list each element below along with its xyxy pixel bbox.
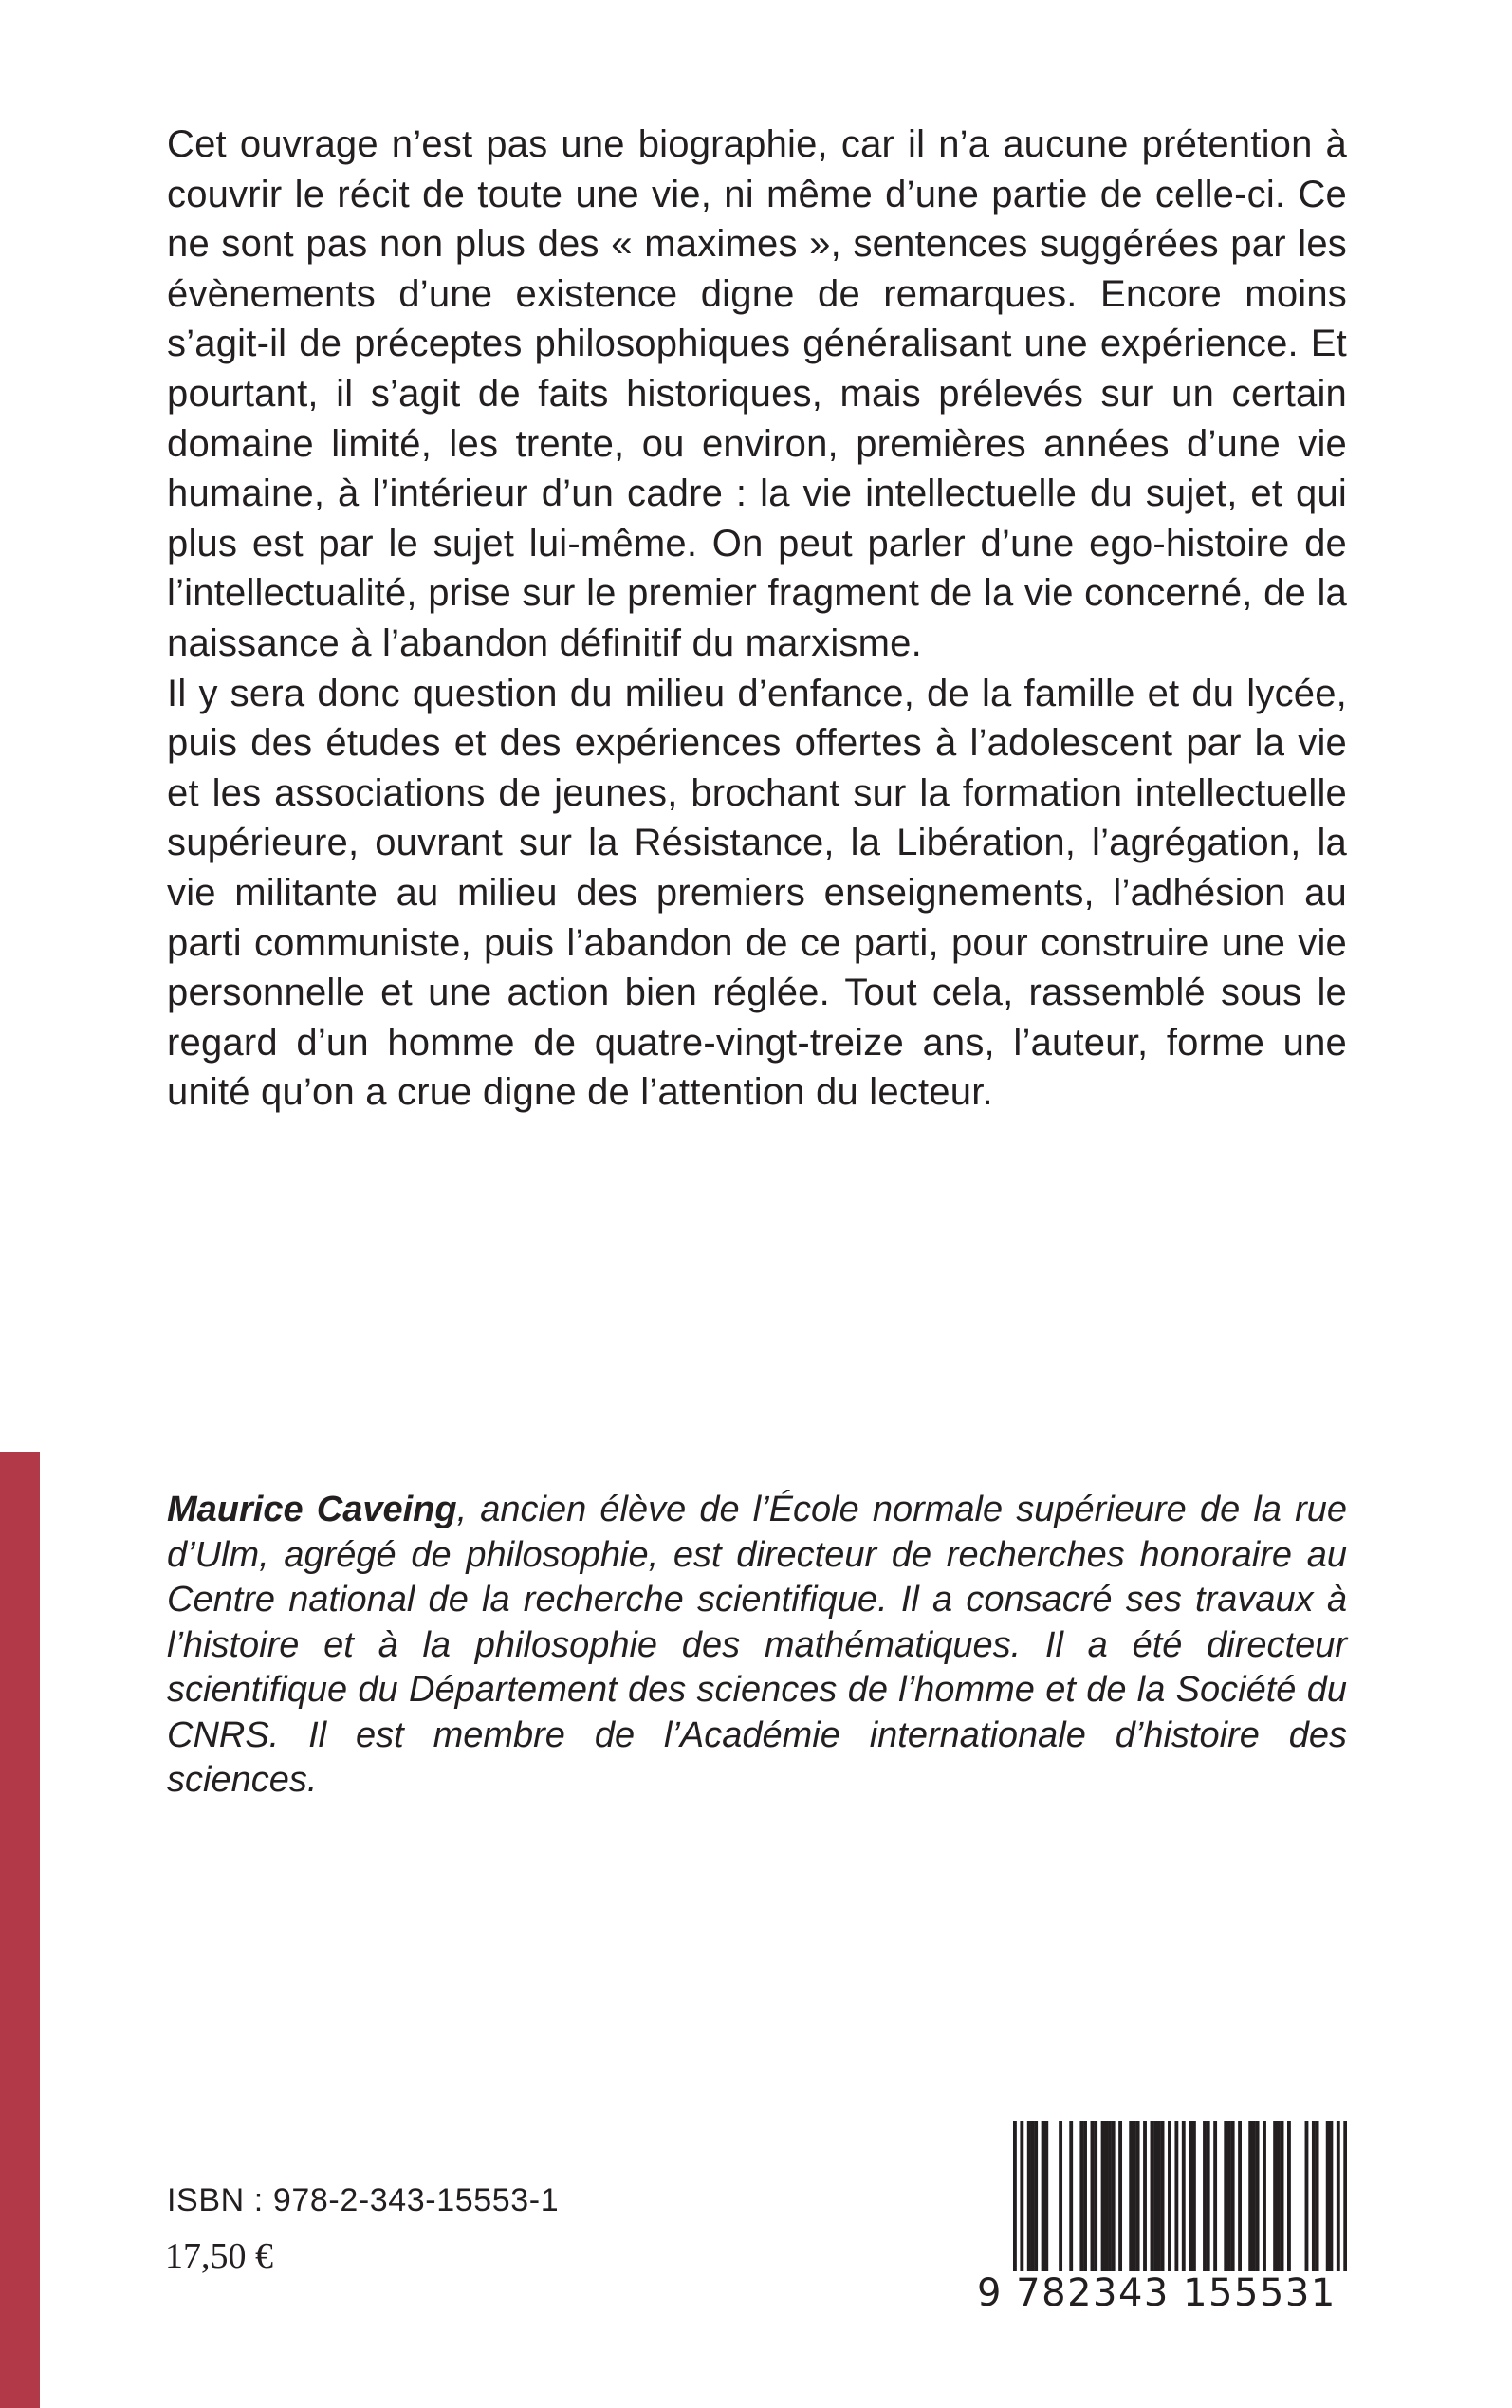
- barcode-bar: [1231, 2121, 1235, 2272]
- barcode-bar: [1151, 2121, 1154, 2272]
- barcode-bar: [1013, 2121, 1017, 2295]
- barcode-bar: [1042, 2121, 1045, 2272]
- barcode-bar: [1305, 2121, 1309, 2272]
- barcode-bar: [1203, 2121, 1207, 2272]
- barcode-bar: [1224, 2121, 1227, 2272]
- barcode-bar: [1263, 2121, 1266, 2272]
- barcode-digits: 9 782343 155531: [977, 2271, 1347, 2315]
- barcode-bar: [1091, 2121, 1095, 2272]
- barcode-bar: [1277, 2121, 1281, 2272]
- barcode-bar: [1059, 2121, 1062, 2272]
- barcode-bar: [1192, 2121, 1196, 2272]
- barcode-bar: [1044, 2121, 1048, 2272]
- barcode-bar: [1337, 2121, 1340, 2295]
- barcode-bar: [1252, 2121, 1256, 2272]
- barcode-bar: [1020, 2121, 1023, 2295]
- barcode-bar: [1227, 2121, 1231, 2272]
- barcode-bar: [1104, 2121, 1108, 2272]
- barcode-bars: [977, 2121, 1347, 2295]
- barcode-bar: [1316, 2121, 1319, 2272]
- accent-bar: [0, 1452, 40, 2408]
- barcode-bar: [1083, 2121, 1087, 2272]
- barcode-bar: [1153, 2121, 1157, 2272]
- barcode-bar: [1034, 2121, 1038, 2272]
- isbn-label: ISBN : 978-2-343-15553-1: [167, 2182, 560, 2218]
- barcode-bar: [1094, 2121, 1097, 2272]
- author-bio-body: , ancien élève de l’École normale supérieure de la rue d’Ulm, agrégé de philosophie, est directeur de recherches honoraire au Centre national de la recherche scientifique. Il a consacré ses travaux à l’histoire et à la philosophie des mathématiques. Il a été directeur scientifique du Département des sciences de l’homme et de la Société du CNRS. Il est membre de l’Académie internationale d’histoire des sciences.: [167, 1490, 1347, 1800]
- barcode-bar: [1189, 2121, 1192, 2272]
- barcode-bar: [1112, 2121, 1116, 2272]
- barcode-bar: [1031, 2121, 1035, 2272]
- barcode-bar: [1329, 2121, 1333, 2272]
- barcode-bar: [1287, 2121, 1291, 2272]
- price-label: 17,50 €: [165, 2236, 273, 2276]
- blurb: [167, 120, 1347, 1118]
- barcode-bar: [1248, 2121, 1252, 2272]
- barcode-bar: [1326, 2121, 1330, 2272]
- barcode-bar: [1129, 2121, 1133, 2272]
- barcode-bar: [1143, 2121, 1147, 2272]
- barcode-bar: [1108, 2121, 1112, 2272]
- barcode-bar: [1281, 2121, 1284, 2272]
- barcode-bar: [1273, 2121, 1277, 2272]
- author-bio-text: [167, 1488, 1347, 1804]
- barcode-bar: [1069, 2121, 1073, 2272]
- blurb-paragraph-2: Il y sera donc question du milieu d’enfance, de la famille et du lycée, puis des études et des expériences offertes à l’adolescent par la vie et les associations de jeunes, brochant sur la formation intellectuelle supérieure, ouvrant sur la Résistance, la Libération, l’agrégation, la vie militante au milieu des premiers enseignements, l’adhésion au parti communiste, puis l’abandon de ce parti, pour construire une vie personnelle et une action bien réglée. Tout cela, rassemblé sous le regard d’un homme de quatre-vingt-treize ans, l’auteur, forme une unité qu’on a crue digne de l’attention du lecteur.: [167, 672, 1347, 1114]
- barcode-bar: [1079, 2121, 1083, 2272]
- barcode-bar: [1174, 2121, 1178, 2295]
- barcode-bar: [1238, 2121, 1242, 2272]
- barcode-bar: [1118, 2121, 1122, 2272]
- barcode-bar: [1136, 2121, 1140, 2272]
- barcode-bar: [1312, 2121, 1316, 2272]
- barcode-bar: [1207, 2121, 1210, 2272]
- barcode-bar: [1027, 2121, 1031, 2272]
- barcode-bar: [1101, 2121, 1105, 2272]
- author-bio: [167, 1488, 1347, 1804]
- barcode-bar: [1343, 2121, 1347, 2295]
- barcode-bar: [1133, 2121, 1136, 2272]
- barcode-bar: [1168, 2121, 1171, 2272]
- barcode-bar: [1182, 2121, 1186, 2295]
- barcode-bar: [1256, 2121, 1260, 2272]
- barcode-bar: [1213, 2121, 1217, 2272]
- barcode-bar: [1161, 2121, 1165, 2272]
- blurb-paragraph-1: Cet ouvrage n’est pas une biographie, car il n’a aucune prétention à couvrir le récit de toute une vie, ni même d’une partie de celle-ci. Ce ne sont pas non plus des « maximes », sentences suggérées par les évènements d’une existence digne de remarques. Encore moins s’agit-il de préceptes philosophiques généralisant une expérience. Et pourtant, il s’agit de faits historiques, mais prélevés sur un certain domaine limité, les trente, ou environ, premières années d’une vie humaine, à l’intérieur d’un cadre : la vie intellectuelle du sujet, et qui plus est par le sujet lui-même. On peut parler d’une ego-histoire de l’intellectualité, prise sur le premier fragment de la vie concerné, de la naissance à l’abandon définitif du marxisme.: [167, 123, 1347, 664]
- author-name: Maurice Caveing: [167, 1490, 457, 1529]
- barcode-bar: [1157, 2121, 1161, 2272]
- barcode: [977, 2121, 1347, 2295]
